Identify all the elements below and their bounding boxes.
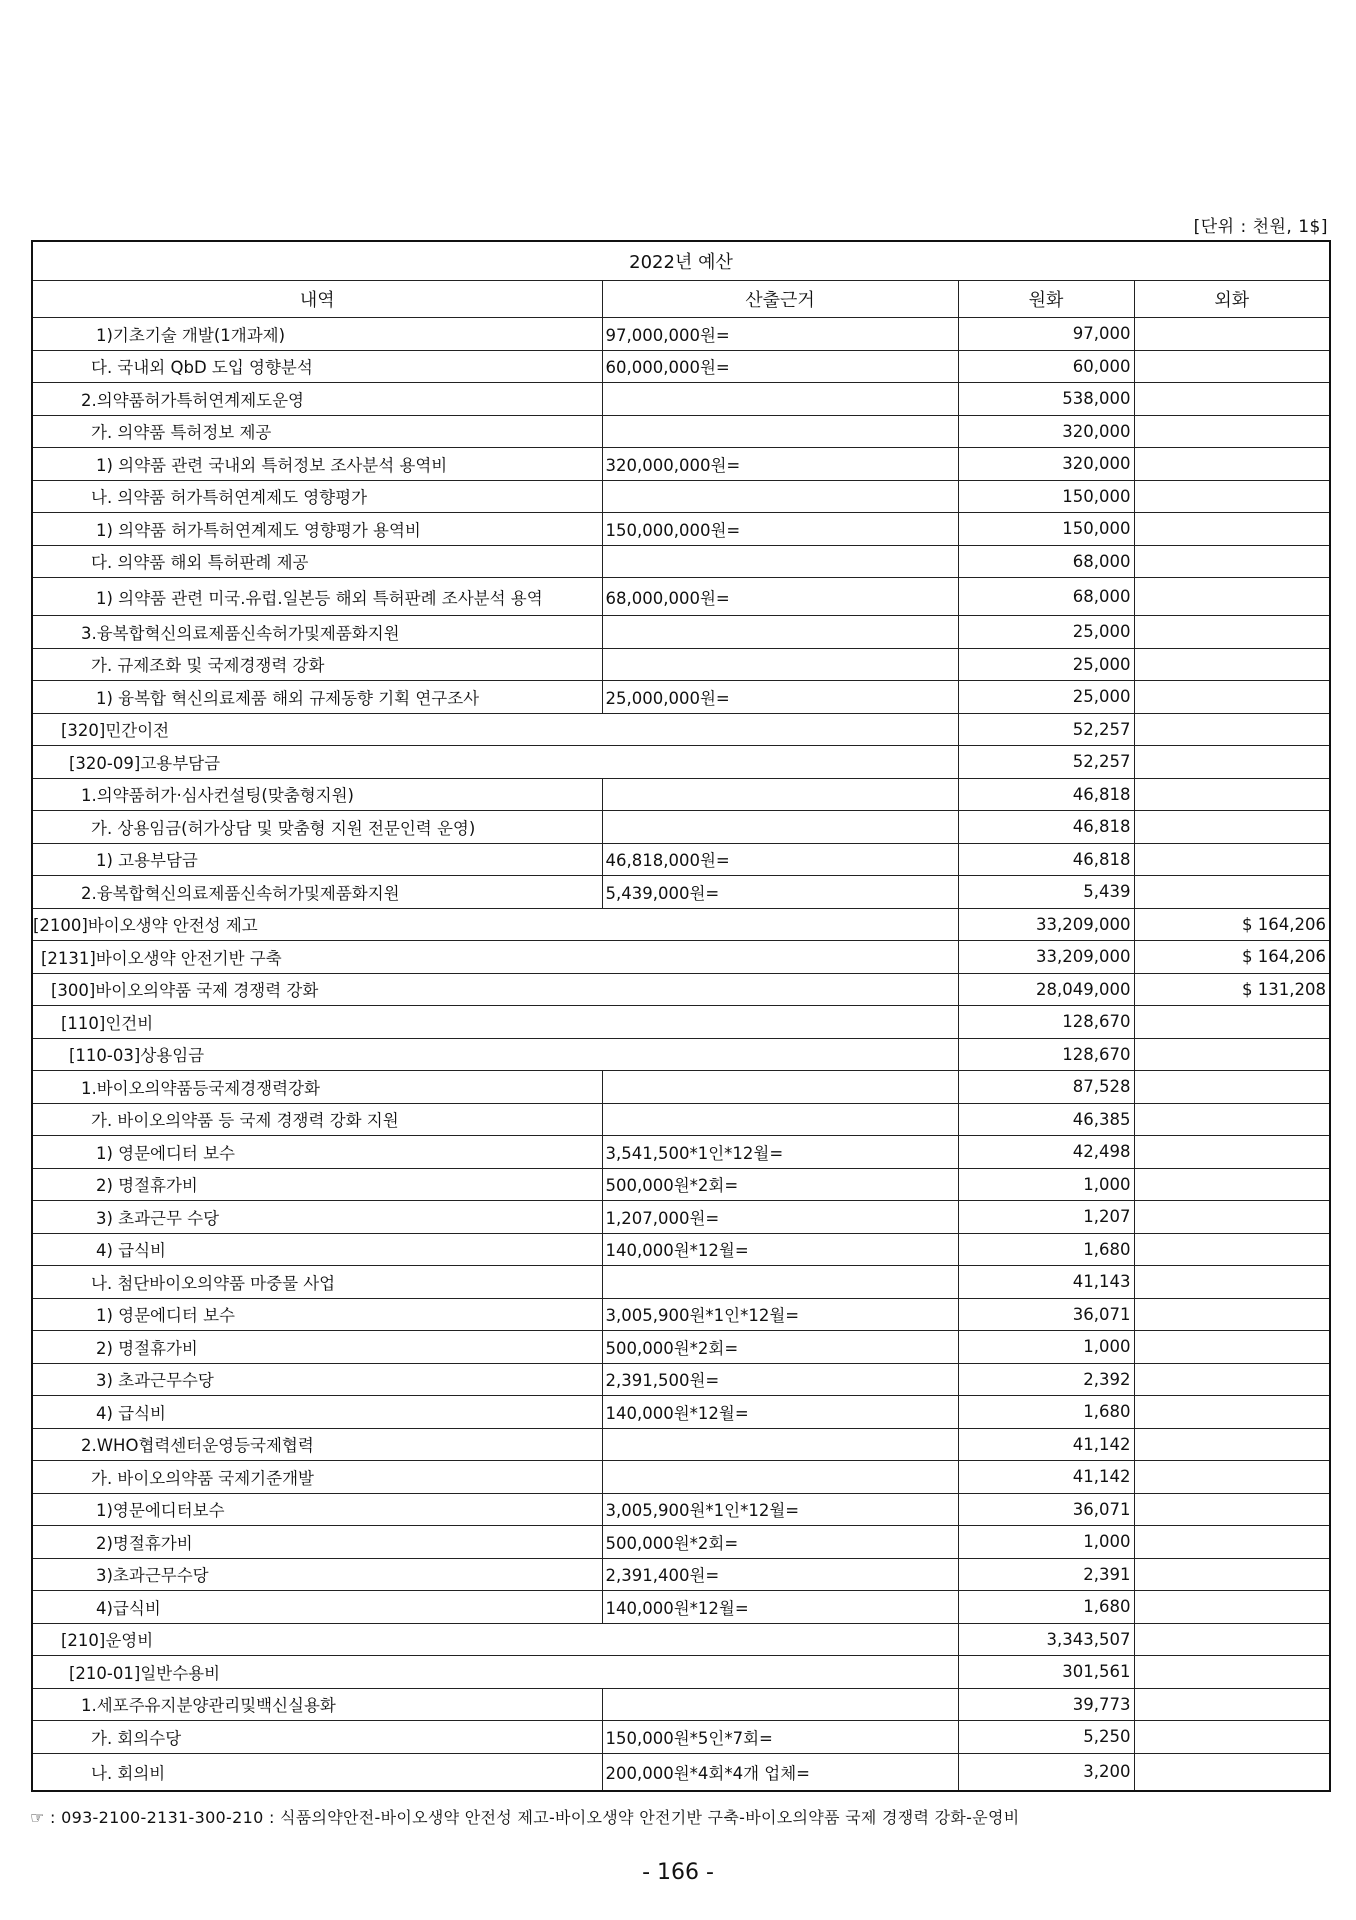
row-label: 가. 바이오의약품 국제기준개발 <box>32 1461 602 1494</box>
row-basis: 3,541,500*1인*12월= <box>602 1136 958 1169</box>
row-fx: $ 164,206 <box>1134 941 1330 974</box>
row-label: 1) 융복합 혁신의료제품 해외 규제동향 기획 연구조사 <box>32 681 602 714</box>
budget-table <box>31 240 1331 1792</box>
row-basis: 140,000원*12월= <box>602 1396 958 1429</box>
row-krw: 3,343,507 <box>958 1623 1134 1656</box>
row-fx <box>1134 1493 1330 1526</box>
row-krw: 41,142 <box>958 1461 1134 1494</box>
row-krw: 5,439 <box>958 876 1134 909</box>
row-label: 3) 초과근무 수당 <box>32 1201 602 1234</box>
table-row <box>32 578 1330 616</box>
unit-label: [단위 : 천원, 1$] <box>1193 217 1328 237</box>
row-basis: 200,000원*4회*4개 업체= <box>602 1753 958 1791</box>
footer-note: ☞ : 093-2100-2131-300-210 : 식품의약안전-바이오생약 안전성 제고-바이오생약 안전기반 구축-바이오의약품 국제 경쟁력 강화-운영비 <box>30 1808 1020 1827</box>
row-fx <box>1134 1461 1330 1494</box>
row-basis: 3,005,900원*1인*12월= <box>602 1298 958 1331</box>
row-fx <box>1134 616 1330 649</box>
table-row <box>32 415 1330 448</box>
row-krw: 36,071 <box>958 1493 1134 1526</box>
row-basis: 1,207,000원= <box>602 1201 958 1234</box>
row-fx <box>1134 480 1330 513</box>
row-krw: 68,000 <box>958 545 1134 578</box>
row-label: [2100]바이오생약 안전성 제고 <box>32 908 958 941</box>
row-label: 1) 고용부담금 <box>32 843 602 876</box>
table-row <box>32 545 1330 578</box>
row-label: 가. 규제조화 및 국제경쟁력 강화 <box>32 648 602 681</box>
row-fx <box>1134 1136 1330 1169</box>
row-basis: 140,000원*12월= <box>602 1233 958 1266</box>
row-basis: 3,005,900원*1인*12월= <box>602 1493 958 1526</box>
row-label: 2.융복합혁신의료제품신속허가및제품화지원 <box>32 876 602 909</box>
row-label: 가. 상용임금(허가상담 및 맞춤형 지원 전문인력 운영) <box>32 811 602 844</box>
row-label: 2.WHO협력센터운영등국제협력 <box>32 1428 602 1461</box>
row-krw: 150,000 <box>958 480 1134 513</box>
col-header-fx: 외화 <box>1134 281 1330 318</box>
table-row <box>32 681 1330 714</box>
row-label: [110]인건비 <box>32 1006 958 1039</box>
row-fx: $ 131,208 <box>1134 973 1330 1006</box>
row-krw: 25,000 <box>958 681 1134 714</box>
row-basis <box>602 648 958 681</box>
row-basis <box>602 415 958 448</box>
row-fx <box>1134 1266 1330 1299</box>
row-krw: 46,818 <box>958 843 1134 876</box>
row-krw: 46,818 <box>958 778 1134 811</box>
table-row <box>32 1071 1330 1104</box>
row-fx <box>1134 1006 1330 1039</box>
row-krw: 39,773 <box>958 1688 1134 1721</box>
table-row <box>32 1656 1330 1689</box>
row-fx <box>1134 383 1330 416</box>
row-label: 2.의약품허가특허연계제도운영 <box>32 383 602 416</box>
row-basis: 25,000,000원= <box>602 681 958 714</box>
table-row <box>32 1753 1330 1791</box>
row-label: [300]바이오의약품 국제 경쟁력 강화 <box>32 973 958 1006</box>
row-krw: 150,000 <box>958 513 1134 546</box>
row-basis <box>602 1688 958 1721</box>
row-krw: 320,000 <box>958 415 1134 448</box>
row-label: 3) 초과근무수당 <box>32 1363 602 1396</box>
row-fx <box>1134 1656 1330 1689</box>
row-basis: 150,000,000원= <box>602 513 958 546</box>
row-basis <box>602 1266 958 1299</box>
row-basis: 46,818,000원= <box>602 843 958 876</box>
table-row <box>32 513 1330 546</box>
row-label: 가. 의약품 특허정보 제공 <box>32 415 602 448</box>
row-krw: 1,207 <box>958 1201 1134 1234</box>
row-krw: 5,250 <box>958 1721 1134 1754</box>
row-fx <box>1134 811 1330 844</box>
row-krw: 1,680 <box>958 1591 1134 1624</box>
row-fx <box>1134 1298 1330 1331</box>
row-krw: 320,000 <box>958 448 1134 481</box>
row-label: 1)영문에디터보수 <box>32 1493 602 1526</box>
row-krw: 52,257 <box>958 746 1134 779</box>
row-basis: 68,000,000원= <box>602 578 958 616</box>
table-body <box>32 318 1330 1792</box>
table-row <box>32 876 1330 909</box>
row-krw: 1,000 <box>958 1168 1134 1201</box>
table-row <box>32 713 1330 746</box>
row-label: 1) 영문에디터 보수 <box>32 1136 602 1169</box>
row-krw: 42,498 <box>958 1136 1134 1169</box>
row-label: [320-09]고용부담금 <box>32 746 958 779</box>
table-row <box>32 1493 1330 1526</box>
row-krw: 128,670 <box>958 1006 1134 1039</box>
row-fx <box>1134 415 1330 448</box>
row-basis: 5,439,000원= <box>602 876 958 909</box>
row-basis <box>602 480 958 513</box>
row-fx <box>1134 1591 1330 1624</box>
table-row <box>32 1233 1330 1266</box>
row-fx <box>1134 1753 1330 1791</box>
table-row <box>32 480 1330 513</box>
row-krw: 60,000 <box>958 350 1134 383</box>
table-row <box>32 746 1330 779</box>
row-basis: 97,000,000원= <box>602 318 958 351</box>
row-label: 4) 급식비 <box>32 1396 602 1429</box>
row-label: 1) 의약품 관련 미국.유럽.일본등 해외 특허판례 조사분석 용역 <box>32 578 602 616</box>
row-fx <box>1134 681 1330 714</box>
row-fx <box>1134 1233 1330 1266</box>
table-row <box>32 1363 1330 1396</box>
row-basis: 2,391,400원= <box>602 1558 958 1591</box>
row-label: 나. 의약품 허가특허연계제도 영향평가 <box>32 480 602 513</box>
row-label: 다. 국내외 QbD 도입 영향분석 <box>32 350 602 383</box>
row-label: 1.바이오의약품등국제경쟁력강화 <box>32 1071 602 1104</box>
row-fx <box>1134 713 1330 746</box>
table-row <box>32 843 1330 876</box>
table-row <box>32 1038 1330 1071</box>
row-fx <box>1134 746 1330 779</box>
col-header-krw: 원화 <box>958 281 1134 318</box>
row-krw: 41,143 <box>958 1266 1134 1299</box>
row-label: 1.의약품허가·심사컨설팅(맞춤형지원) <box>32 778 602 811</box>
row-label: 1) 영문에디터 보수 <box>32 1298 602 1331</box>
row-krw: 33,209,000 <box>958 941 1134 974</box>
row-krw: 68,000 <box>958 578 1134 616</box>
row-basis <box>602 545 958 578</box>
row-label: 다. 의약품 해외 특허판례 제공 <box>32 545 602 578</box>
table-row <box>32 778 1330 811</box>
table-row <box>32 1428 1330 1461</box>
row-basis <box>602 1071 958 1104</box>
row-label: [320]민간이전 <box>32 713 958 746</box>
row-label: [2131]바이오생약 안전기반 구축 <box>32 941 958 974</box>
row-fx <box>1134 318 1330 351</box>
row-krw: 2,392 <box>958 1363 1134 1396</box>
row-krw: 2,391 <box>958 1558 1134 1591</box>
row-fx <box>1134 876 1330 909</box>
row-basis: 2,391,500원= <box>602 1363 958 1396</box>
table-row <box>32 1136 1330 1169</box>
row-label: 2) 명절휴가비 <box>32 1168 602 1201</box>
row-label: 2) 명절휴가비 <box>32 1331 602 1364</box>
row-fx <box>1134 448 1330 481</box>
row-krw: 128,670 <box>958 1038 1134 1071</box>
row-fx <box>1134 1363 1330 1396</box>
row-fx <box>1134 778 1330 811</box>
row-fx <box>1134 1396 1330 1429</box>
table-row <box>32 1201 1330 1234</box>
table-row <box>32 1591 1330 1624</box>
table-row <box>32 616 1330 649</box>
row-basis <box>602 1428 958 1461</box>
row-basis: 60,000,000원= <box>602 350 958 383</box>
row-label: 가. 바이오의약품 등 국제 경쟁력 강화 지원 <box>32 1103 602 1136</box>
row-krw: 28,049,000 <box>958 973 1134 1006</box>
row-label: [210-01]일반수용비 <box>32 1656 958 1689</box>
row-label: 1)기초기술 개발(1개과제) <box>32 318 602 351</box>
row-krw: 46,385 <box>958 1103 1134 1136</box>
row-basis <box>602 1461 958 1494</box>
table-row <box>32 648 1330 681</box>
row-krw: 301,561 <box>958 1656 1134 1689</box>
row-basis <box>602 1103 958 1136</box>
row-label: 나. 첨단바이오의약품 마중물 사업 <box>32 1266 602 1299</box>
table-row <box>32 1623 1330 1656</box>
row-krw: 36,071 <box>958 1298 1134 1331</box>
table-row <box>32 1396 1330 1429</box>
row-krw: 1,680 <box>958 1396 1134 1429</box>
row-label: 4)급식비 <box>32 1591 602 1624</box>
table-row <box>32 318 1330 351</box>
table-row <box>32 1688 1330 1721</box>
row-krw: 33,209,000 <box>958 908 1134 941</box>
table-row <box>32 350 1330 383</box>
row-krw: 46,818 <box>958 811 1134 844</box>
row-label: [110-03]상용임금 <box>32 1038 958 1071</box>
row-fx <box>1134 1526 1330 1559</box>
col-header-item: 내역 <box>32 281 602 318</box>
row-basis <box>602 383 958 416</box>
row-fx <box>1134 350 1330 383</box>
table-row <box>32 1526 1330 1559</box>
row-basis <box>602 811 958 844</box>
year-header: 2022년 예산 <box>32 241 1330 281</box>
table-row <box>32 1168 1330 1201</box>
table-row <box>32 1298 1330 1331</box>
table-row <box>32 1461 1330 1494</box>
row-basis: 500,000원*2회= <box>602 1526 958 1559</box>
row-fx <box>1134 1688 1330 1721</box>
row-label: 2)명절휴가비 <box>32 1526 602 1559</box>
row-basis: 140,000원*12월= <box>602 1591 958 1624</box>
row-basis: 150,000원*5인*7회= <box>602 1721 958 1754</box>
row-fx <box>1134 843 1330 876</box>
row-basis: 500,000원*2회= <box>602 1168 958 1201</box>
table-row <box>32 908 1330 941</box>
row-fx <box>1134 1201 1330 1234</box>
row-fx <box>1134 513 1330 546</box>
row-label: 가. 회의수당 <box>32 1721 602 1754</box>
row-fx <box>1134 1071 1330 1104</box>
row-fx <box>1134 1721 1330 1754</box>
row-fx <box>1134 648 1330 681</box>
table-row <box>32 941 1330 974</box>
row-label: 1) 의약품 허가특허연계제도 영향평가 용역비 <box>32 513 602 546</box>
row-krw: 41,142 <box>958 1428 1134 1461</box>
row-krw: 1,680 <box>958 1233 1134 1266</box>
row-krw: 538,000 <box>958 383 1134 416</box>
page-number: - 166 - <box>642 1860 714 1885</box>
row-label: 4) 급식비 <box>32 1233 602 1266</box>
row-fx <box>1134 578 1330 616</box>
row-label: 나. 회의비 <box>32 1753 602 1791</box>
row-label: 1.세포주유지분양관리및백신실용화 <box>32 1688 602 1721</box>
row-basis <box>602 616 958 649</box>
row-basis: 500,000원*2회= <box>602 1331 958 1364</box>
row-krw: 25,000 <box>958 648 1134 681</box>
row-fx <box>1134 545 1330 578</box>
table-row <box>32 1558 1330 1591</box>
row-basis <box>602 778 958 811</box>
row-fx: $ 164,206 <box>1134 908 1330 941</box>
row-fx <box>1134 1103 1330 1136</box>
table-row <box>32 383 1330 416</box>
row-basis: 320,000,000원= <box>602 448 958 481</box>
table-row <box>32 1103 1330 1136</box>
row-krw: 97,000 <box>958 318 1134 351</box>
table-row <box>32 1266 1330 1299</box>
row-krw: 1,000 <box>958 1526 1134 1559</box>
row-fx <box>1134 1331 1330 1364</box>
row-krw: 52,257 <box>958 713 1134 746</box>
row-fx <box>1134 1428 1330 1461</box>
table-row <box>32 973 1330 1006</box>
row-label: [210]운영비 <box>32 1623 958 1656</box>
table-row <box>32 1331 1330 1364</box>
table-row <box>32 448 1330 481</box>
row-krw: 25,000 <box>958 616 1134 649</box>
row-fx <box>1134 1558 1330 1591</box>
row-fx <box>1134 1623 1330 1656</box>
row-krw: 1,000 <box>958 1331 1134 1364</box>
table-row <box>32 1721 1330 1754</box>
row-label: 3.융복합혁신의료제품신속허가및제품화지원 <box>32 616 602 649</box>
row-fx <box>1134 1038 1330 1071</box>
row-krw: 87,528 <box>958 1071 1134 1104</box>
row-krw: 3,200 <box>958 1753 1134 1791</box>
row-fx <box>1134 1168 1330 1201</box>
row-label: 3)초과근무수당 <box>32 1558 602 1591</box>
row-label: 1) 의약품 관련 국내외 특허정보 조사분석 용역비 <box>32 448 602 481</box>
table-row <box>32 1006 1330 1039</box>
table-row <box>32 811 1330 844</box>
col-header-basis: 산출근거 <box>602 281 958 318</box>
